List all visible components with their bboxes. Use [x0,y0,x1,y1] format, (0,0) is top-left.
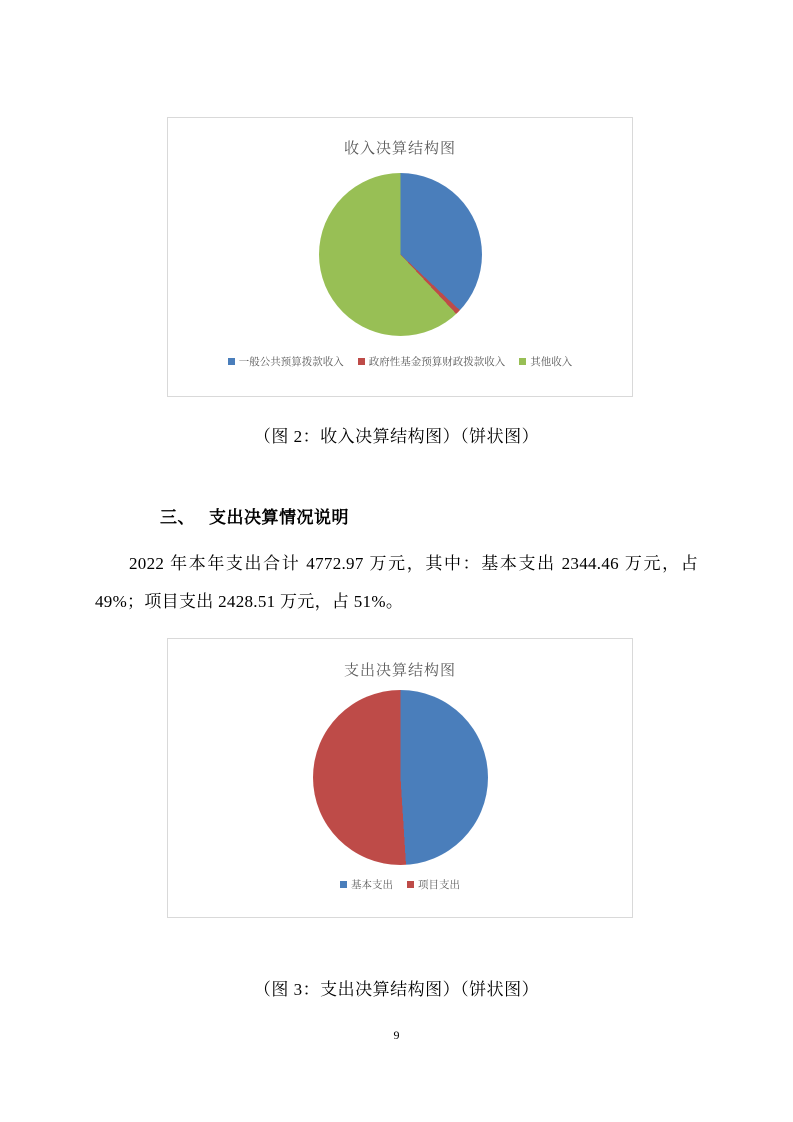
legend-label: 其他收入 [530,356,573,368]
expense-structure-chart [167,638,633,918]
legend-swatch-icon [519,358,526,365]
figure-3-caption: （图 3：支出决算结构图）（饼状图） [253,980,540,999]
chart-title: 收入决算结构图 [343,140,456,157]
section-number: 三、 [160,508,195,527]
income-structure-chart [167,117,633,397]
legend-label: 一般公共预算拨款收入 [238,356,344,368]
figure-2-caption: （图 2：收入决算结构图）（饼状图） [253,427,540,446]
chart-legend [168,877,632,892]
legend-item [358,354,506,369]
chart-legend [168,354,632,369]
legend-swatch-icon [407,881,414,888]
legend-label: 基本支出 [351,879,393,891]
pie-area [168,170,632,338]
legend-item [519,354,572,369]
legend-item [228,354,344,369]
section-heading [160,503,349,528]
pie-income [319,173,482,336]
section-paragraph: 2022 年本年支出合计 4772.97 万元，其中：基本支出 2344.46 万元，占 49%；项目支出 2428.51 万元，占 51%。 [95,554,698,611]
legend-item [407,877,460,892]
legend-label: 项目支出 [418,879,460,891]
chart-title: 支出决算结构图 [343,662,456,679]
page-number: 9 [393,1028,400,1042]
legend-swatch-icon [228,358,235,365]
section-title: 支出决算情况说明 [209,508,349,527]
legend-label: 政府性基金预算财政拨款收入 [368,356,506,368]
pie-area [168,690,632,865]
pie-expense [313,690,488,865]
legend-swatch-icon [358,358,365,365]
legend-item [340,877,393,892]
legend-swatch-icon [340,881,347,888]
